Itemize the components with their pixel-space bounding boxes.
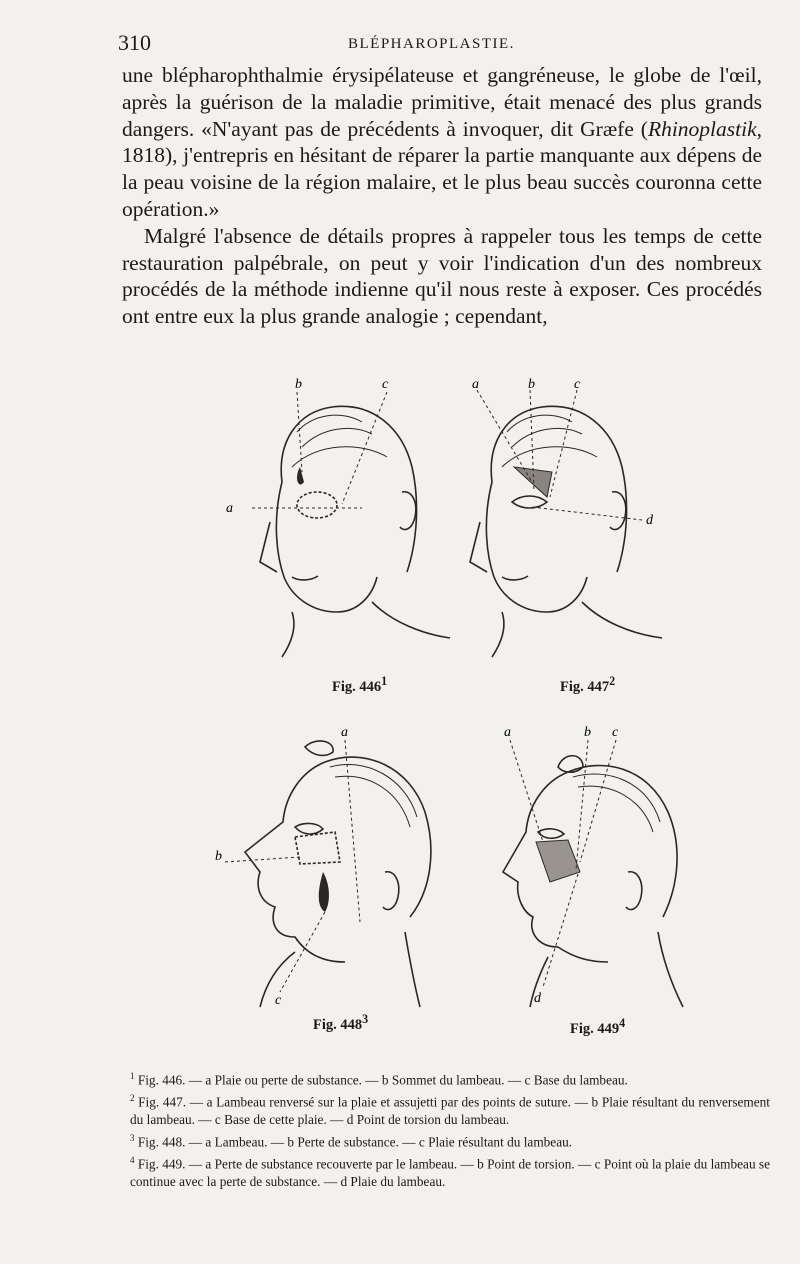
footnote: $^2$ Fig. 447. — a Lambeau renversé sur la plaie et assujetti par des points de suture. — b Plaie résultant du renversement du lambeau. — c Base de cette plaie. — d Point de torsion du lambeau.: [130, 1093, 770, 1127]
figure-446-caption: Fig. $446^1$: [332, 674, 388, 695]
figure-449-illustration: [488, 722, 708, 1012]
figure-447-label-b: b: [528, 377, 535, 392]
figure-448: [205, 722, 455, 1033]
paragraph-1: une blépharophthalmie érysipélateuse et gangréneuse, le globe de l'œil, après la guérison de la maladie primitive, était menacé des plus grands dangers. «N'ayant pas de précédents à invoquer, dit Græfe (Rhinoplastik, 1818), j'entrepris en hésitant de réparer la partie manquante aux dépens de la peau voisine de la région malaire, et le plus beau succès couronna cette opération.»: [122, 63, 762, 221]
running-title: BLÉPHAROPLASTIE.: [348, 36, 515, 52]
figure-448-label-a: a: [341, 725, 348, 740]
figure-446-label-a: a: [226, 501, 233, 516]
figure-446-label-c: c: [382, 377, 389, 392]
footnote: $^1$ Fig. 446. — a Plaie ou perte de substance. — b Sommet du lambeau. — c Base du lambeau.: [130, 1071, 628, 1088]
figure-449: [488, 722, 708, 1037]
figure-448-label-c: c: [275, 993, 282, 1008]
footnotes: [130, 1068, 770, 1192]
body-text: [122, 62, 762, 330]
figure-449-caption: Fig. $449^4$: [570, 1016, 626, 1037]
figure-448-illustration: [205, 722, 455, 1012]
figure-449-label-d: d: [534, 991, 541, 1006]
figure-449-label-c: c: [612, 725, 619, 740]
figure-447-illustration: [462, 372, 682, 672]
figure-448-caption: Fig. $448^3$: [313, 1012, 369, 1033]
figure-446: [222, 372, 452, 695]
figure-447-label-a: a: [472, 377, 479, 392]
figure-446-illustration: [222, 372, 452, 672]
figure-449-label-a: a: [504, 725, 511, 740]
cited-work: Rhinoplastik: [647, 116, 757, 141]
figure-447: [462, 372, 682, 695]
page-number: 310: [118, 30, 151, 55]
footnote: $^3$ Fig. 448. — a Lambeau. — b Perte de substance. — c Plaie résultant du lambeau.: [130, 1132, 573, 1150]
footnote: $^4$ Fig. 449. — a Perte de substance recouverte par le lambeau. — b Point de torsion. — c Point où la plaie du lambeau se continue avec la perte de substance. — d Plaie du lambeau.: [130, 1155, 771, 1189]
figure-447-label-c: c: [574, 377, 581, 392]
figure-449-label-b: b: [584, 725, 591, 740]
figure-448-label-b: b: [215, 849, 222, 864]
figure-447-label-d: d: [646, 513, 653, 528]
figure-446-label-b: b: [295, 377, 302, 392]
page-header: [118, 30, 758, 60]
paragraph-2: Malgré l'absence de détails propres à rappeler tous les temps de cette restauration palpébrale, on peut y voir l'indication d'un des nombreux procédés de la méthode indienne qu'il nous reste à exposer. Ces procédés ont entre eux la plus grande analogie ; cependant,: [122, 223, 762, 329]
figure-447-caption: Fig. $447^2$: [560, 674, 616, 695]
